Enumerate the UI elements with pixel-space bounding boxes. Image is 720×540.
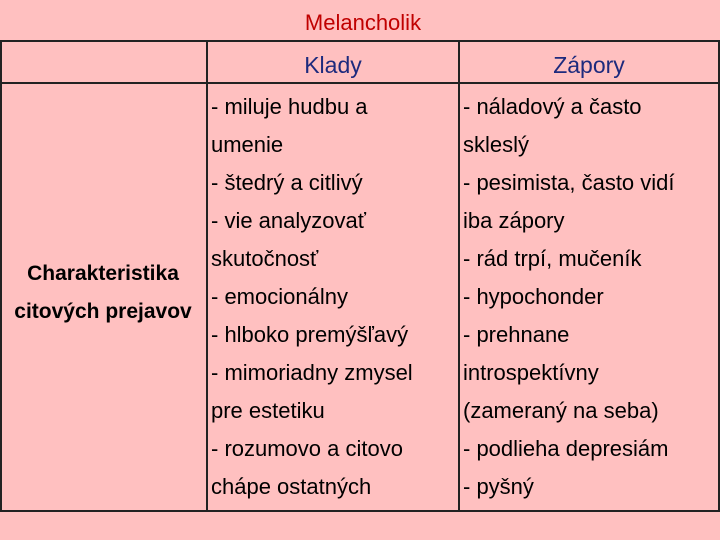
cons-line: - rád trpí, mučeník xyxy=(463,246,642,271)
cons-line: introspektívny xyxy=(463,360,599,385)
cons-line: - hypochonder xyxy=(463,284,604,309)
cons-line: - náladový a často xyxy=(463,94,642,119)
cons-header: Zápory xyxy=(553,52,625,78)
column-divider-pros-cons xyxy=(458,40,460,512)
cons-line: - pyšný xyxy=(463,474,534,499)
cons-line: iba zápory xyxy=(463,208,565,233)
row-label-line-2: citových prejavov xyxy=(14,300,192,323)
row-label xyxy=(0,255,206,331)
pros-line: pre estetiku xyxy=(211,398,325,423)
pros-line: chápe ostatných xyxy=(211,474,372,499)
pros-line: umenie xyxy=(211,132,284,157)
pros-line: - mimoriadny zmysel xyxy=(211,360,413,385)
table-bottom-border xyxy=(0,510,720,512)
pros-list xyxy=(211,88,413,506)
pros-line: - rozumovo a citovo xyxy=(211,436,403,461)
cons-line: - prehnane xyxy=(463,322,570,347)
row-label-line-1: Charakteristika xyxy=(27,262,179,285)
pros-line: - miluje hudbu a xyxy=(211,94,368,119)
pros-line: - hlboko premýšľavý xyxy=(211,322,409,347)
column-divider-label xyxy=(206,40,208,512)
cons-line: (zameraný na seba) xyxy=(463,398,659,423)
pros-line: - vie analyzovať xyxy=(211,208,366,233)
cons-line: skleslý xyxy=(463,132,530,157)
cons-line: - podlieha depresiám xyxy=(463,436,669,461)
slide-title: Melancholik xyxy=(304,10,422,35)
table-top-border xyxy=(0,40,720,42)
pros-line: - emocionálny xyxy=(211,284,348,309)
cons-line: - pesimista, často vidí xyxy=(463,170,675,195)
pros-line: - štedrý a citlivý xyxy=(211,170,363,195)
cons-list xyxy=(463,88,675,506)
pros-header: Klady xyxy=(304,52,362,78)
pros-line: skutočnosť xyxy=(211,246,319,271)
